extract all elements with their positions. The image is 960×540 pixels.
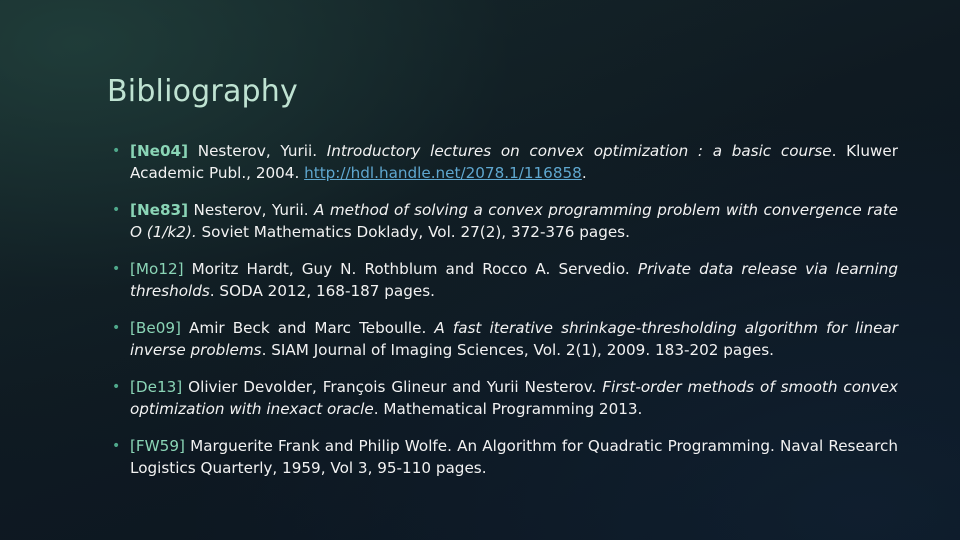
reference-authors: Olivier Devolder, François Glineur and Yurii Nesterov. [182,378,603,396]
reference-authors: Marguerite Frank and Philip Wolfe. An Algorithm for Quadratic Programming. Naval Research Logistics Quarterly, 1959, Vol 3, 95-110 pages. [130,437,898,477]
reference-key: [Ne04] [130,142,189,160]
bullet-icon: • [112,202,121,218]
reference-item-ne04 [112,140,898,184]
reference-publication: . SODA 2012, 168-187 pages. [209,282,435,300]
reference-work-title: Introductory lectures on convex optimization : a basic course [326,142,832,160]
reference-work-title: First-order methods of smooth convex optimization with inexact oracle [130,378,898,418]
bullet-icon: • [112,379,121,395]
reference-publication: . SIAM Journal of Imaging Sciences, Vol. 2(1), 2009. 183-202 pages. [261,341,774,359]
bullet-icon: • [112,261,121,277]
slide-title: Bibliography [107,74,298,109]
reference-item-fw59 [112,435,898,479]
reference-key: [Ne83] [130,201,189,219]
reference-item-de13 [112,376,898,420]
bullet-icon: • [112,143,121,159]
reference-link[interactable]: http://hdl.handle.net/2078.1/116858 [304,164,582,182]
reference-publication: Soviet Mathematics Doklady, Vol. 27(2), 372-376 pages. [196,223,630,241]
reference-list [112,140,898,494]
bullet-icon: • [112,438,121,454]
reference-key: [Mo12] [130,260,184,278]
reference-publication: . Kluwer Academic Publ., 2004. [130,142,898,182]
reference-authors: Moritz Hardt, Guy N. Rothblum and Rocco A. Servedio. [183,260,638,278]
reference-work-title: A fast iterative shrinkage-thresholding algorithm for linear inverse problems [130,319,898,359]
reference-item-mo12 [112,258,898,302]
reference-publication: . Mathematical Programming 2013. [373,400,643,418]
reference-key: [Be09] [130,319,181,337]
reference-key: [FW59] [130,437,185,455]
reference-work-title: Private data release via learning thresholds [130,260,898,300]
reference-authors: Nesterov, Yurii. [188,142,327,160]
reference-tail: . [581,164,587,182]
reference-item-be09 [112,317,898,361]
bullet-icon: • [112,320,121,336]
reference-authors: Amir Beck and Marc Teboulle. [180,319,435,337]
reference-authors: Nesterov, Yurii. [188,201,315,219]
reference-item-ne83 [112,199,898,243]
reference-key: [De13] [130,378,183,396]
reference-work-title: A method of solving a convex programming problem with convergence rate O (1/k2). [130,201,898,241]
